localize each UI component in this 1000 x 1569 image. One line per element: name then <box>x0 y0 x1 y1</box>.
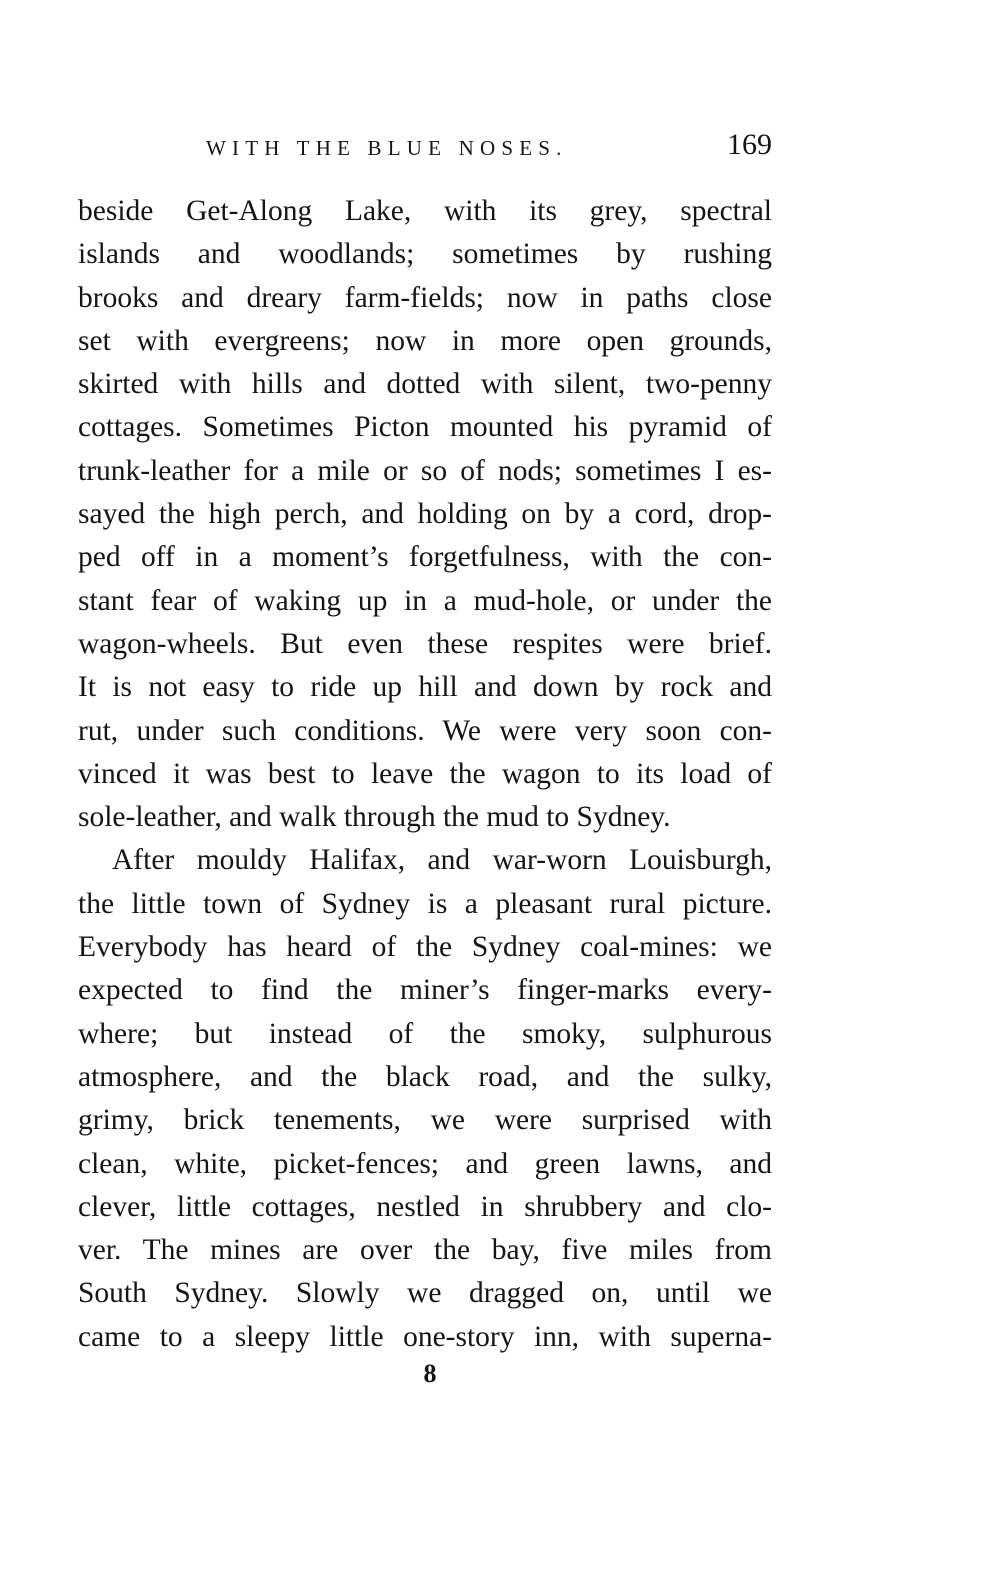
text-line: South Sydney. Slowly we dragged on, until we <box>78 1277 772 1310</box>
text-line: trunk-leather for a mile or so of nods; sometimes I es- <box>78 454 772 487</box>
text-line: where; but instead of the smoky, sulphurous <box>78 1017 772 1050</box>
text-line: islands and woodlands; sometimes by rushing <box>78 238 772 271</box>
text-line: ver. The mines are over the bay, five miles from <box>78 1234 772 1267</box>
text-line: cottages. Sometimes Picton mounted his pyramid of <box>78 411 772 444</box>
text-line: brooks and dreary farm-fields; now in paths close <box>78 281 772 314</box>
text-line: set with evergreens; now in more open grounds, <box>78 324 772 357</box>
paragraph-first-line: After mouldy Halifax, and war-worn Louisburgh, <box>112 844 772 877</box>
text-line: ped off in a moment’s forgetfulness, with the con- <box>78 541 772 574</box>
text-line: clean, white, picket-fences; and green lawns, and <box>78 1147 772 1180</box>
text-line: It is not easy to ride up hill and down by rock and <box>78 671 772 704</box>
text-line: Everybody has heard of the Sydney coal-mines: we <box>78 931 772 964</box>
text-line: rut, under such conditions. We were very soon con- <box>78 714 772 747</box>
running-title: WITH THE BLUE NOSES. <box>206 136 568 160</box>
text-line: vinced it was best to leave the wagon to its load of <box>78 757 772 790</box>
text-line: sayed the high perch, and holding on by a cord, drop- <box>78 498 772 531</box>
text-line: wagon-wheels. But even these respites were brief. <box>78 627 772 660</box>
text-line: grimy, brick tenements, we were surprised with <box>78 1104 772 1137</box>
text-line: came to a sleepy little one-story inn, with superna- <box>78 1320 772 1353</box>
page-number: 169 <box>727 128 772 161</box>
text-line: sole-leather, and walk through the mud to Sydney. <box>78 801 671 834</box>
text-line: beside Get-Along Lake, with its grey, spectral <box>78 195 772 227</box>
running-head <box>206 128 772 168</box>
text-line: atmosphere, and the black road, and the sulky, <box>78 1060 772 1093</box>
text-line: stant fear of waking up in a mud-hole, or under the <box>78 584 772 617</box>
text-line: clever, little cottages, nestled in shrubbery and clo- <box>78 1190 772 1223</box>
text-line: the little town of Sydney is a pleasant rural picture. <box>78 887 772 920</box>
text-line: skirted with hills and dotted with silent, two-penny <box>78 368 772 401</box>
body-text <box>78 190 772 1359</box>
text-line: expected to find the miner’s finger-marks every- <box>78 974 772 1007</box>
signature-mark: 8 <box>423 1359 437 1388</box>
